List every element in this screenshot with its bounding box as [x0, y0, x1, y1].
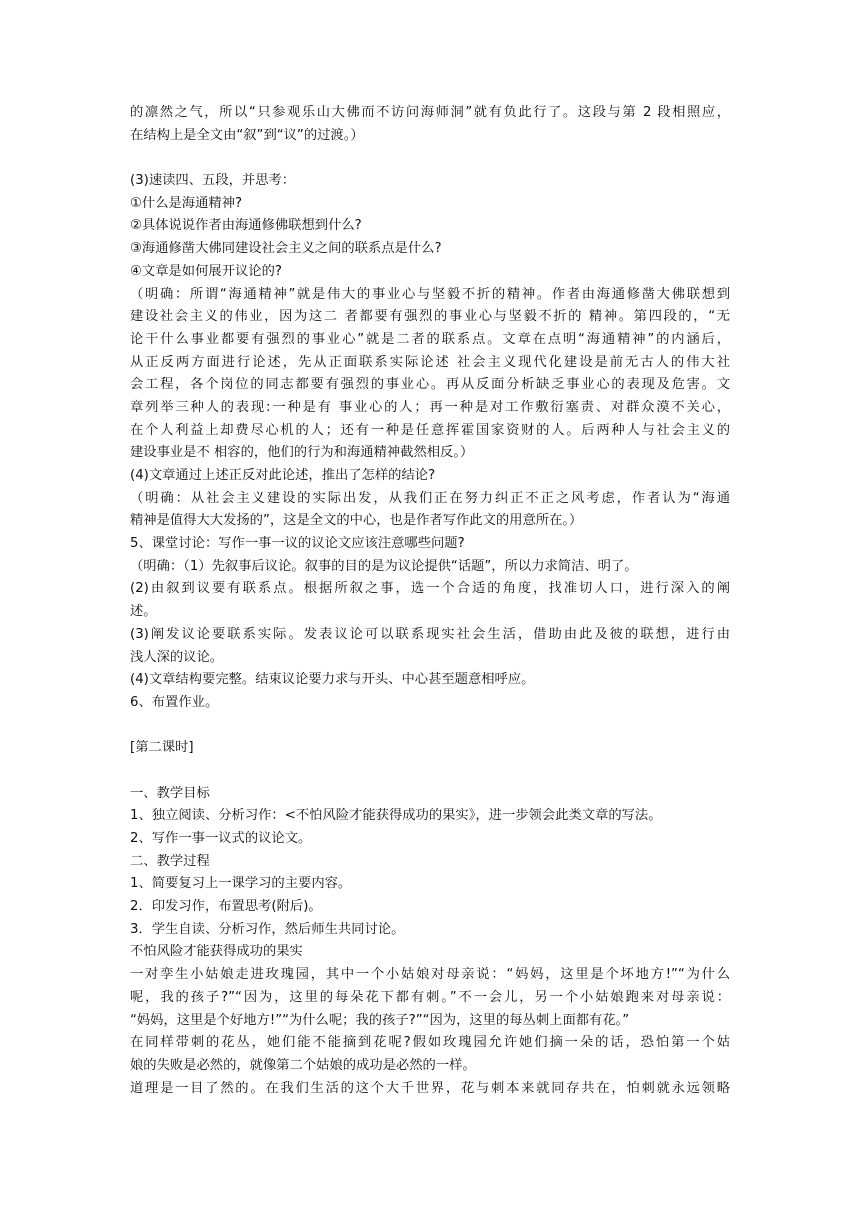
text-line: 3．学生自读、分析习作，然后师生共同讨论。 [130, 921, 405, 937]
text-line: 一、教学目标 [130, 785, 210, 801]
text-line: （明确：从社会主义建设的实际出发，从我们正在努力纠正不正之风考虑，作者认为“海通 [130, 490, 730, 506]
text-line: 道理是一目了然的。在我们生活的这个大千世界，花与刺本来就同存共在，怕刺就永远领略 [130, 1080, 730, 1096]
text-line: 5、课堂讨论：写作一事一议的议论文应该注意哪些问题? [130, 536, 465, 552]
text-line: 6、布置作业。 [130, 694, 219, 710]
blank-line [130, 760, 730, 783]
text-line: 建设事业是不 相容的，他们的行为和海通精神截然相反。） [130, 445, 474, 461]
text-line: ④文章是如何展开议论的? [130, 263, 282, 279]
text-line: 2、写作一事一议式的议论文。 [130, 831, 312, 846]
text-line: 在结构上是全文由“叙”到“议”的过渡。） [130, 127, 364, 143]
text-line: (2)由叙到议要有联系点。根据所叙之事，选一个合适的角度，找准切人口，进行深入的阐 [130, 581, 730, 597]
text-line: 从正反两方面进行论述，先从正面联系实际论述 社会主义现代化建设是前无古人的伟大社 [130, 354, 730, 370]
text-line: 建设社会主义的伟业，因为这二 者都要有强烈的事业心与坚毅不折的 精神。第四段的，“无 [130, 309, 730, 325]
text-line: “妈妈，这里是个好地方!”“为什么呢；我的孩子?”“因为，这里的每丛刺上面都有花。” [130, 1012, 630, 1028]
blank-line [130, 147, 730, 170]
text-line: (4)文章通过上述正反对此论述，推出了怎样的结论? [130, 468, 436, 483]
text-line: 在同样带刺的花丛，她们能不能摘到花呢?假如玫瑰园允许她们摘一朵的话，恐怕第一个姑 [130, 1035, 730, 1051]
text-line: 不怕风险才能获得成功的果实 [130, 944, 303, 960]
text-line: 二、教学过程 [130, 853, 210, 869]
text-line: ①什么是海通精神? [130, 195, 243, 211]
text-line: 一对孪生小姑娘走进玫瑰园，其中一个小姑娘对母亲说：“妈妈，这里是个坏地方!”“为什么 [130, 967, 730, 983]
text-line: 1、简要复习上一课学习的主要内容。 [130, 876, 352, 892]
text-line: 章列举三种人的表现:一种是有 事业心的人；再一种是对工作敷衍塞责、对群众漠不关心， [130, 399, 730, 415]
text-line: 呢，我的孩子?”“因为，这里的每朵花下都有刺。”不一会儿，另一个小姑娘跑来对母亲说： [130, 989, 730, 1005]
text-line: (3)阐发议论要联系实际。发表议论可以联系现实社会生活，借助由此及彼的联想，进行由 [130, 626, 730, 642]
text-line: 浅人深的议论。 [130, 649, 224, 665]
text-line: ②具体说说作者由海通修佛联想到什么? [130, 218, 362, 234]
text-line: (4)文章结构要完整。结束议论要力求与开头、中心甚至题意相呼应。 [130, 672, 535, 688]
document-page [130, 102, 730, 1100]
text-line: 论干什么事业都要有强烈的事业心”就是二者的联系点。文章在点明“海通精神”的内涵后， [130, 331, 730, 347]
text-line: [第二课时] [130, 740, 194, 756]
text-line: 述。 [130, 604, 157, 620]
text-line: 1、独立阅读、分析习作：<不怕风险才能获得成功的果实》，进一步领会此类文章的写法。 [130, 808, 662, 824]
text-line: (3)速读四、五段，并思考： [130, 173, 296, 189]
text-line: 精神是值得大大发扬的”，这是全文的中心，也是作者写作此文的用意所在。） [130, 513, 583, 529]
text-line: 2．印发习作，布置思考(附后)。 [130, 899, 322, 915]
text-line: （明确：所谓“海通精神”就是伟大的事业心与坚毅不折的精神。作者由海通修凿大佛联想到 [130, 286, 730, 302]
text-line: 娘的失败是必然的，就像第二个姑娘的成功是必然的一样。 [130, 1057, 476, 1073]
text-line: 在个人利益上却费尽心机的人；还有一种是任意挥霍国家资财的人。后两种人与社会主义的 [130, 422, 730, 438]
text-line: ③海通修凿大佛同建设社会主义之间的联系点是什么? [130, 241, 442, 257]
text-line: （明确：（1）先叙事后议论。叙事的目的是为议论提供“话题”，所以力求简洁、明了。 [130, 558, 638, 574]
blank-line [130, 715, 730, 738]
text-line: 的凛然之气，所以“只参观乐山大佛而不访问海师洞”就有负此行了。这段与第 2 段相照应， [130, 105, 730, 120]
text-line: 会工程，各个岗位的同志都要有强烈的事业心。再从反面分析缺乏事业心的表现及危害。文 [130, 377, 730, 393]
